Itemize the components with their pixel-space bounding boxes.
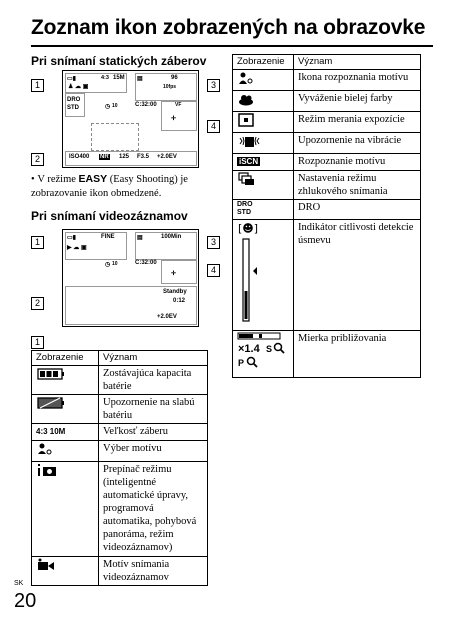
language-tag: SK [14,580,24,587]
row-meaning: Prepínač režimu (inteligentné automatické úpravy, programová automatika, pohybová panoráma, režim videozáznamov) [99,461,208,556]
movie-self-timer-value: 10 [112,261,118,267]
movie-panel-4 [161,260,197,284]
easy-note: • V režime EASY (Easy Shooting) je zobrazovanie ikon obmedzené. [31,173,188,199]
table-row [233,219,421,330]
callout-3: 3 [207,79,220,92]
dro-icon: DRO STD [237,200,253,216]
callout-2: 2 [31,153,44,166]
row-meaning: Zostávajúca kapacita batérie [99,365,208,394]
table-right-header-meaning: Význam [294,55,421,70]
row-meaning: DRO [294,199,421,219]
movie-self-timer-icon: ◷ [105,262,111,268]
easy-note-prefix: V režime [37,174,76,185]
table-right-header-display: Zobrazenie [233,55,294,70]
table-left-header-display: Zobrazenie [32,351,99,366]
scene-icon: ♟ ☁ ▣ [68,84,89,90]
row-meaning: Výber motívu [99,440,208,461]
shots-left: 96 [171,75,178,81]
row-meaning: Rozpoznanie motívu [294,154,421,170]
movie-callout-2: 2 [31,297,44,310]
movie-rec-time: 100Min [161,234,182,240]
battery-low-icon [36,396,74,410]
memory-icon: ▤ [137,76,143,82]
aspect-badge: 4:3 [101,75,109,81]
burst-noise-icon [237,172,275,186]
self-timer-icon: ◷ [105,104,111,110]
fps-label: 10fps [163,84,177,90]
table-section-label: 1 [31,336,44,349]
row-meaning: Upozornenie na slabú batériu [99,395,208,424]
intelligent-auto-icon [36,463,74,477]
counter: C:32:00 [135,102,157,108]
row-meaning: Režim merania expozície [294,112,421,133]
movie-section-heading: Pri snímaní videozáznamov [31,209,188,223]
row-meaning: Ikona rozpoznania motívu [294,69,421,90]
shutter: 125 [119,154,130,160]
scene-recognition-mode-icon: iSCN [239,157,259,167]
page-title: Zoznam ikon zobrazených na obrazovke [31,16,426,39]
row-meaning: Vyváženie bielej farby [294,91,421,112]
table-row [32,440,208,461]
table-row [32,424,208,440]
movie-time: 0:12 [173,298,186,304]
svg-text:S: S [266,344,273,354]
focus-frame [91,123,139,151]
dro-label: DRO [67,97,81,103]
table-row [233,133,421,154]
callout-1: 1 [31,79,44,92]
zoom-scale-icon [237,332,289,372]
easy-label: EASY [78,173,108,185]
icon-table-right [232,54,421,378]
std-label: STD [67,105,79,111]
battery-full-icon [36,367,74,381]
row-meaning: Indikátor citlivosti detekcie úsmevu [294,219,421,330]
movie-scene-icon: ▶ ☁ ▣ [67,245,87,251]
table-row [233,331,421,378]
smile-detection-icon [237,221,271,325]
still-screen [62,70,199,168]
white-balance-icon [237,92,275,106]
movie-scene-icon [36,558,74,572]
movie-memory-icon: ▤ [137,235,143,241]
movie-standby: Standby [163,289,187,295]
scene-recognition-icon [237,71,275,85]
table-row [233,199,421,219]
table-row [233,69,421,90]
table-row [233,154,421,170]
table-row [32,365,208,394]
callout-4: 4 [207,120,220,133]
movie-focus-cross-icon: ✛ [171,271,177,277]
table-row [32,556,208,585]
movie-battery-icon: ▭▮ [67,235,76,241]
easy-note-rest: (Easy Shooting) je zobrazovanie ikon obmedzené. [31,174,188,199]
row-meaning: Mierka približovania [294,331,421,378]
table-row [233,91,421,112]
focus-cross-icon: ✛ [171,116,177,122]
movie-callout-3: 3 [207,236,220,249]
table-row [233,112,421,133]
battery-icon: ▭▮ [67,76,76,82]
movie-callout-1: 1 [31,236,44,249]
row-meaning: Motív snímania videozáznamov [99,556,208,585]
page-number: 20 [14,590,37,612]
icon-table-left [31,350,208,586]
self-timer-value: 10 [112,103,118,109]
image-size-icon: 4:3 10M [36,427,66,437]
movie-ev: +2.0EV [157,314,177,320]
movie-quality: FINE [101,234,115,240]
mode-badge: 15M [113,75,125,81]
svg-text:×1.4: ×1.4 [238,343,260,355]
movie-screen [62,229,199,327]
metering-mode-icon [237,113,275,127]
table-left-header-meaning: Význam [99,351,208,366]
scene-selection-icon [36,442,74,456]
iso: ISO400 [69,154,90,160]
row-meaning: Veľkosť záberu [99,424,208,440]
svg-text:[☻]: [☻] [238,221,259,235]
table-row [32,395,208,424]
movie-counter: C:32:00 [135,260,157,266]
nr-label: NR [100,154,109,160]
row-meaning: Nastavenia režimu zhlukového snímania [294,170,421,199]
aperture: F3.5 [137,154,150,160]
vf-label: VF [175,102,182,108]
vibration-warning-icon [237,134,275,148]
still-section-heading: Pri snímaní statických záberov [31,54,207,68]
ev: +2.0EV [157,154,177,160]
title-rule [31,45,433,47]
movie-callout-4: 4 [207,264,220,277]
svg-text:P: P [238,358,245,368]
row-meaning: Upozornenie na vibrácie [294,133,421,154]
table-row [32,461,208,556]
table-row [233,170,421,199]
